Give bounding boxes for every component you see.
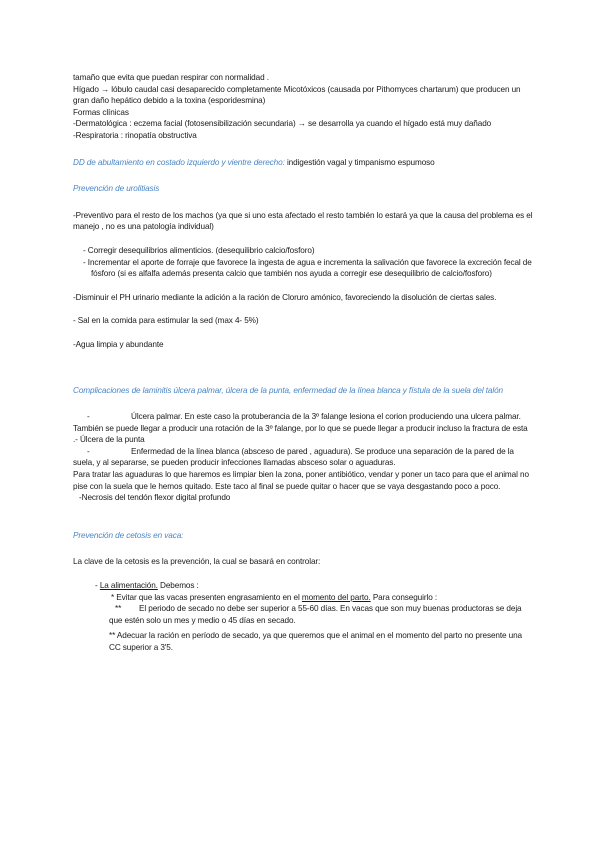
laminitis-item-3: Para tratar las aguaduras lo que haremos es limpiar bien la zona, poner antibiótico, vendar y poner un taco para que el animal no pise con la suela que le hemos quitado. Este taco al final se puede quitar o hacer que se vaya desgastando poco a poco. (73, 470, 529, 491)
cetosis-list-1-dash: - (95, 581, 98, 591)
cetosis-alimentacion: La alimentación. (99, 581, 158, 591)
cetosis-momento-parto: momento del parto. (301, 592, 371, 602)
cetosis-list-2-b: Para conseguirlo : (370, 592, 438, 602)
cetosis-list-2-star: * (111, 592, 115, 602)
laminitis-item-2-text: Enfermedad de la línea blanca (absceso de pared , aguadura). Se produce una separación de la pared de la suela, y al separarse, se pueden producir infecciones llamadas absceso solar o aguaduras. (73, 446, 514, 468)
cetosis-list-2 (73, 592, 533, 604)
dd-heading: DD de abultamiento en costado izquierdo y vientre derecho: (73, 157, 285, 167)
urolitiasis-p3: - Sal en la comida para estimular la sed (max 4- 5%) (73, 316, 259, 326)
cetosis-heading: Prevención de cetosis en vaca: (73, 530, 184, 540)
laminitis-item-1-dash: - (87, 412, 90, 422)
laminitis-item-2-dash: - (87, 446, 90, 456)
cetosis-list-2-a: Evitar que las vacas presenten engrasamiento en el (116, 592, 302, 602)
intro-line-2: Hígado → lóbulo caudal casi desaparecido completamente Micotóxicos (causada por Pithomyces chartarum) que producen un gran daño hepático debido a la toxina (esporidesmina) (73, 84, 521, 106)
laminitis-heading: Complicaciones de laminitis úlcera palmar, úlcera de la punta, enfermedad de la línea blanca y fístula de la suela del talón (73, 385, 503, 395)
urolitiasis-p2: -Disminuir el PH urinario mediante la adición a la ración de Cloruro amónico, favoreciendo la disolución de ciertas sales. (73, 292, 497, 302)
laminitis-item-2 (73, 446, 533, 469)
cetosis-list-1 (73, 580, 533, 592)
laminitis-item-1-text: Úlcera palmar. En este caso la protuberancia de la 3º falange lesiona el corion produciendo una ulcera palmar. También se puede llegar a producir una rotación de la 3º falange, por lo que se puede llegar a producir incluso la fractura de esta .- Úlcera de la punta (73, 412, 528, 445)
intro-line-3: Formas clínicas (73, 107, 129, 117)
laminitis-item-4: -Necrosis del tendón flexor digital profundo (79, 493, 231, 503)
document-body (73, 72, 533, 654)
urolitiasis-bullet-2: - Incrementar el aporte de forraje que favorece la ingesta de agua e incrementa la salivación que favorece la excreción fecal de fósforo (si es alfalfa además presenta calcio que también nos ayuda a corregir ese desequilibrio de calcio/fosforo) (83, 257, 532, 279)
intro-line-4: -Dermatológica : eczema facial (fotosensibilización secundaria) → se desarrolla ya cuando el hígado está muy dañado (73, 119, 492, 129)
cetosis-list-4: ** Adecuar la ración en período de secado, ya que queremos que el animal en el momento del parto no presente una CC superior a 3'5. (109, 631, 523, 652)
dd-heading-line (73, 157, 533, 169)
section-spacer (73, 351, 533, 385)
cetosis-list-3-text: El periodo de secado no debe ser superior a 55-60 días. En vacas que son muy buenas productoras se deja que estén solo un mes y medio o 45 días en secado. (109, 604, 522, 625)
cetosis-list-1-rest: Debemos : (157, 581, 199, 591)
cetosis-list-3-stars: ** (115, 604, 122, 614)
intro-line-5: -Respiratoria : rinopatía obstructiva (73, 130, 197, 140)
cetosis-p1: La clave de la cetosis es la prevención, la cual se basará en controlar: (73, 557, 321, 567)
intro-line-1: tamaño que evita que puedan respirar con normalidad . (73, 73, 269, 82)
dd-text: indigestión vagal y timpanismo espumoso (286, 157, 435, 167)
urolitiasis-bullet-1: - Corregir desequilibrios alimenticios. (desequilibrio calcio/fosforo) (83, 245, 315, 255)
urolitiasis-p4: -Agua limpia y abundante (73, 339, 164, 349)
urolitiasis-heading: Prevención de urolitiasis (73, 184, 160, 194)
laminitis-item-1 (73, 411, 533, 446)
urolitiasis-p1: -Preventivo para el resto de los machos (ya que si uno esta afectado el resto también lo estará ya que la causa del problema es el manejo , no es una patología individual) (73, 210, 533, 232)
cetosis-list-3 (73, 603, 533, 626)
